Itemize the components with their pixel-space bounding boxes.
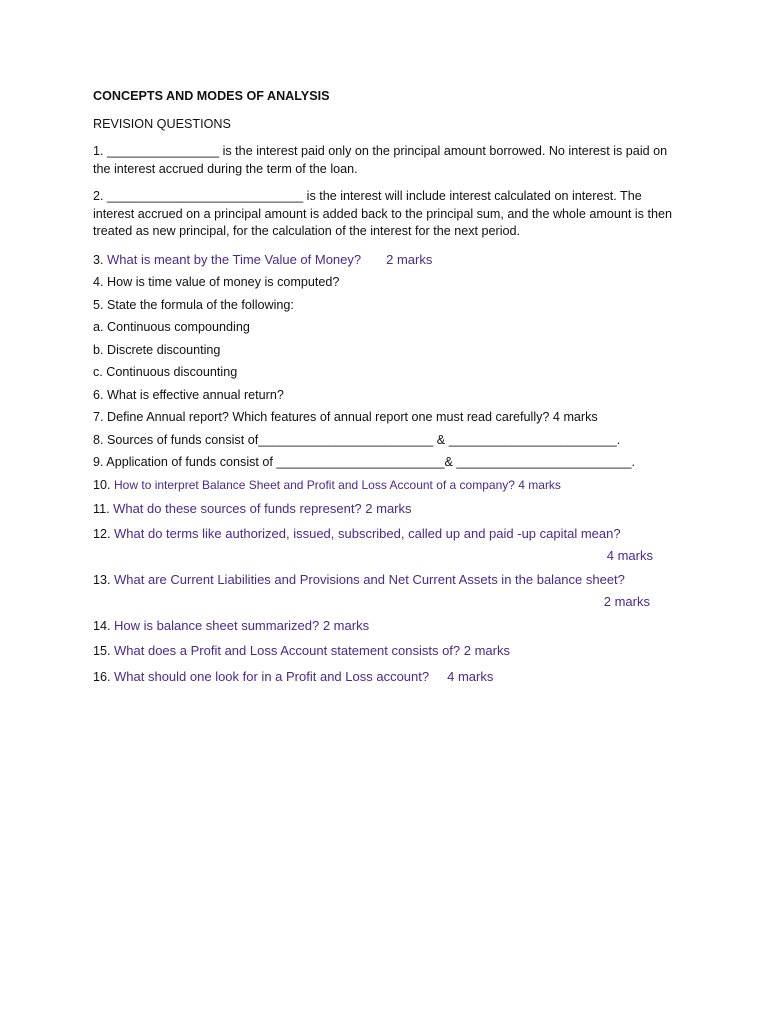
document-page — [93, 88, 673, 691]
question-5b: b. Discrete discounting — [93, 342, 221, 357]
question-text: How to interpret Balance Sheet and Profit and Loss Account of a company? 4 marks — [114, 477, 561, 492]
document-subtitle: REVISION QUESTIONS — [93, 116, 231, 131]
fill-in-blank: ____________________________ — [107, 189, 304, 203]
question-1 — [93, 143, 673, 178]
question-13-marks: 2 marks — [603, 594, 650, 609]
question-7: 7. Define Annual report? Which features of annual report one must read carefully? 4 marks — [93, 410, 598, 424]
question-2 — [93, 188, 673, 241]
question-marks: 4 marks — [447, 668, 494, 684]
question-number: 14. — [93, 618, 115, 633]
question-11 — [93, 500, 673, 519]
question-10 — [93, 477, 673, 495]
fill-in-blank: ________________ — [107, 144, 220, 158]
question-number: 1. — [93, 144, 108, 158]
question-15 — [93, 642, 673, 661]
question-14 — [93, 617, 673, 636]
question-number: 11. — [93, 502, 114, 516]
question-5a: a. Continuous compounding — [93, 320, 250, 334]
question-6: 6. What is effective annual return? — [93, 387, 284, 402]
question-text: What do these sources of funds represent? 2 marks — [113, 501, 412, 516]
question-text: What does a Profit and Loss Account statement consists of? 2 marks — [114, 643, 510, 658]
question-9: 9. Application of funds consist of ________________________& _________________________. — [93, 455, 636, 469]
question-number: 10. — [93, 477, 115, 492]
question-text: is the interest paid only on the principal amount borrowed. No interest is paid on the interest accrued during the term of the loan. — [93, 144, 668, 176]
question-number: 13. — [93, 572, 115, 587]
question-16 — [93, 668, 673, 687]
question-number: 15. — [93, 644, 115, 658]
question-5c: c. Continuous discounting — [93, 365, 238, 379]
question-4: 4. How is time value of money is computed? — [93, 275, 340, 289]
question-marks: 2 marks — [386, 251, 433, 267]
question-13 — [93, 571, 673, 590]
document-title: CONCEPTS AND MODES OF ANALYSIS — [93, 89, 330, 103]
question-8: 8. Sources of funds consist of_________________________ & ________________________. — [93, 432, 621, 447]
question-number: 16. — [93, 669, 115, 684]
question-3 — [93, 251, 673, 270]
question-number: 12. — [93, 526, 115, 541]
question-text: What should one look for in a Profit and Loss account? — [114, 668, 430, 684]
question-text: What do terms like authorized, issued, subscribed, called up and paid -up capital mean? — [114, 525, 621, 541]
question-5: 5. State the formula of the following: — [93, 297, 294, 312]
question-12 — [93, 525, 673, 544]
question-12-marks: 4 marks — [606, 548, 653, 563]
question-text: is the interest will include interest calculated on interest. The interest accrued on a principal amount is added back to the principal sum, and the whole amount is then treated as new principal, for the calculation of the interest for the next period. — [93, 189, 672, 238]
question-number: 2. — [93, 189, 108, 203]
question-text: What is meant by the Time Value of Money? — [107, 251, 362, 267]
question-text: How is balance sheet summarized? 2 marks — [114, 617, 370, 633]
question-number: 3. — [93, 252, 108, 267]
question-text: What are Current Liabilities and Provisions and Net Current Assets in the balance sheet? — [114, 571, 625, 587]
